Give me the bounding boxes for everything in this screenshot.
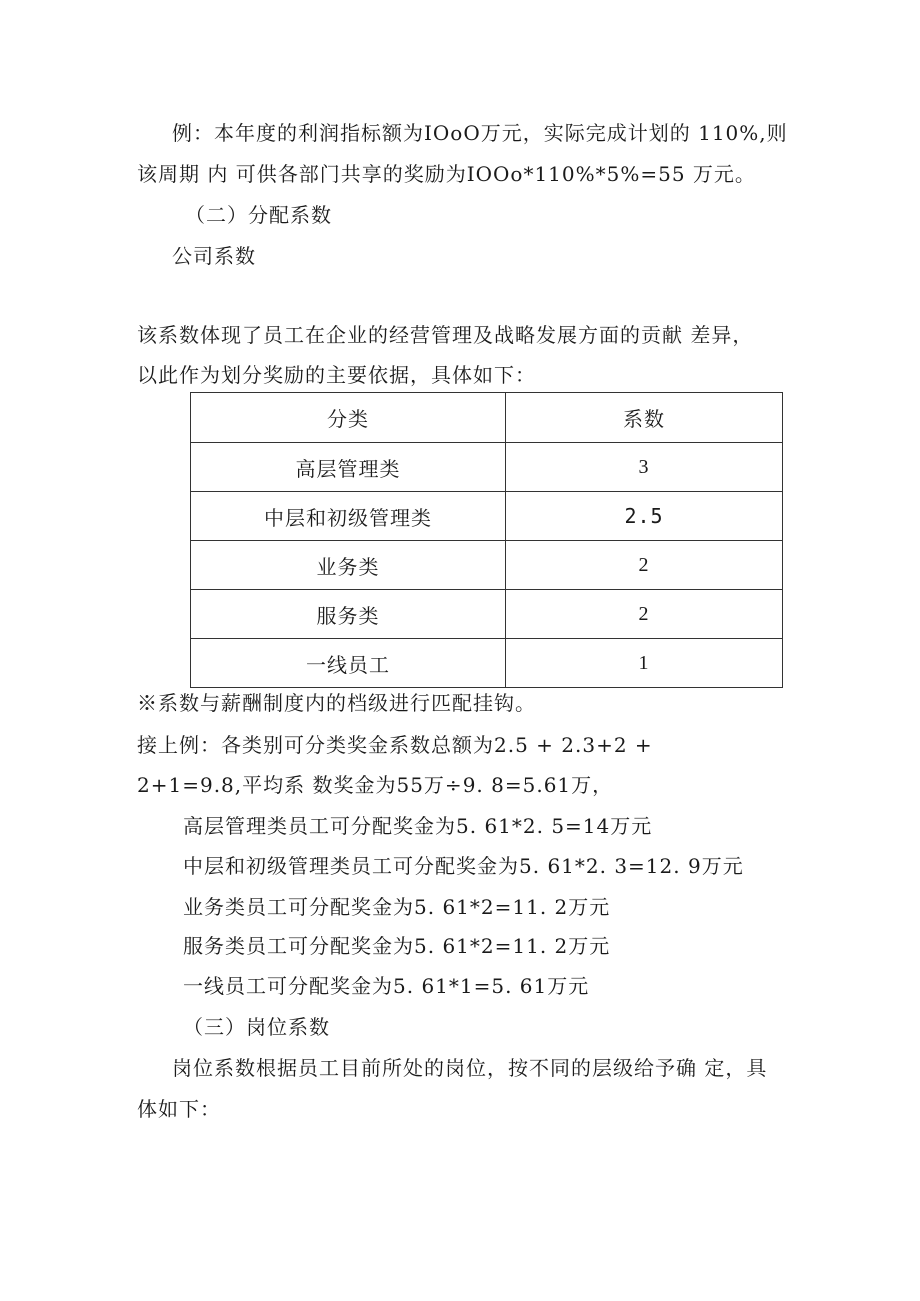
section-heading-allocation-coefficient: （二）分配系数 [185,203,332,227]
table-header-row [191,393,783,443]
cell-coefficient: 2 [506,541,783,590]
bonus-business: 业务类员工可分配奖金为5. 61*2=11. 2万元 [183,895,611,919]
cell-coefficient: 2 [506,590,783,639]
table-row [191,590,783,639]
table-row [191,541,783,590]
paragraph-position-line2: 体如下： [137,1097,221,1121]
cell-category: 高层管理类 [191,443,506,492]
paragraph-coefficient-line1: 该系数体现了员工在企业的经营管理及战略发展方面的贡献 差异， [137,323,754,347]
cell-category: 业务类 [191,541,506,590]
paragraph-example-continued-line1: 接上例：各类别可分类奖金系数总额为2.5 + 2.3+2 + [137,733,653,757]
coefficient-table [190,392,783,688]
cell-coefficient: 1 [506,639,783,688]
table-row [191,443,783,492]
bonus-middle-management: 中层和初级管理类员工可分配奖金为5. 61*2. 3=12. 9万元 [183,854,744,878]
subheading-company-coefficient: 公司系数 [172,244,256,268]
paragraph-position-line1: 岗位系数根据员工目前所处的岗位，按不同的层级给予确 定，具 [172,1056,768,1080]
paragraph-example-continued-line2: 2+1=9.8,平均系 数奖金为55万÷9. 8=5.61万， [137,773,614,797]
section-heading-position-coefficient: （三）岗位系数 [183,1015,330,1039]
bonus-senior-management: 高层管理类员工可分配奖金为5. 61*2. 5=14万元 [183,814,653,838]
cell-coefficient: 3 [506,443,783,492]
header-coefficient: 系数 [506,393,783,443]
bonus-service: 服务类员工可分配奖金为5. 61*2=11. 2万元 [183,934,611,958]
cell-category: 一线员工 [191,639,506,688]
cell-category: 中层和初级管理类 [191,492,506,541]
table-row [191,639,783,688]
bonus-frontline: 一线员工可分配奖金为5. 61*1=5. 61万元 [183,974,590,998]
note-coefficient-matching: ※系数与薪酬制度内的档级进行匹配挂钩。 [137,691,536,715]
cell-coefficient: 2.5 [506,492,783,541]
cell-category: 服务类 [191,590,506,639]
header-category: 分类 [191,393,506,443]
paragraph-example-line2: 该周期 内 可供各部门共享的奖励为IOOo*110%*5%=55 万元。 [137,162,756,186]
paragraph-coefficient-line2: 以此作为划分奖励的主要依据，具体如下： [137,363,536,387]
table-row [191,492,783,541]
paragraph-example-line1: 例：本年度的利润指标额为IOoO万元，实际完成计划的 110%,则 [172,121,788,145]
